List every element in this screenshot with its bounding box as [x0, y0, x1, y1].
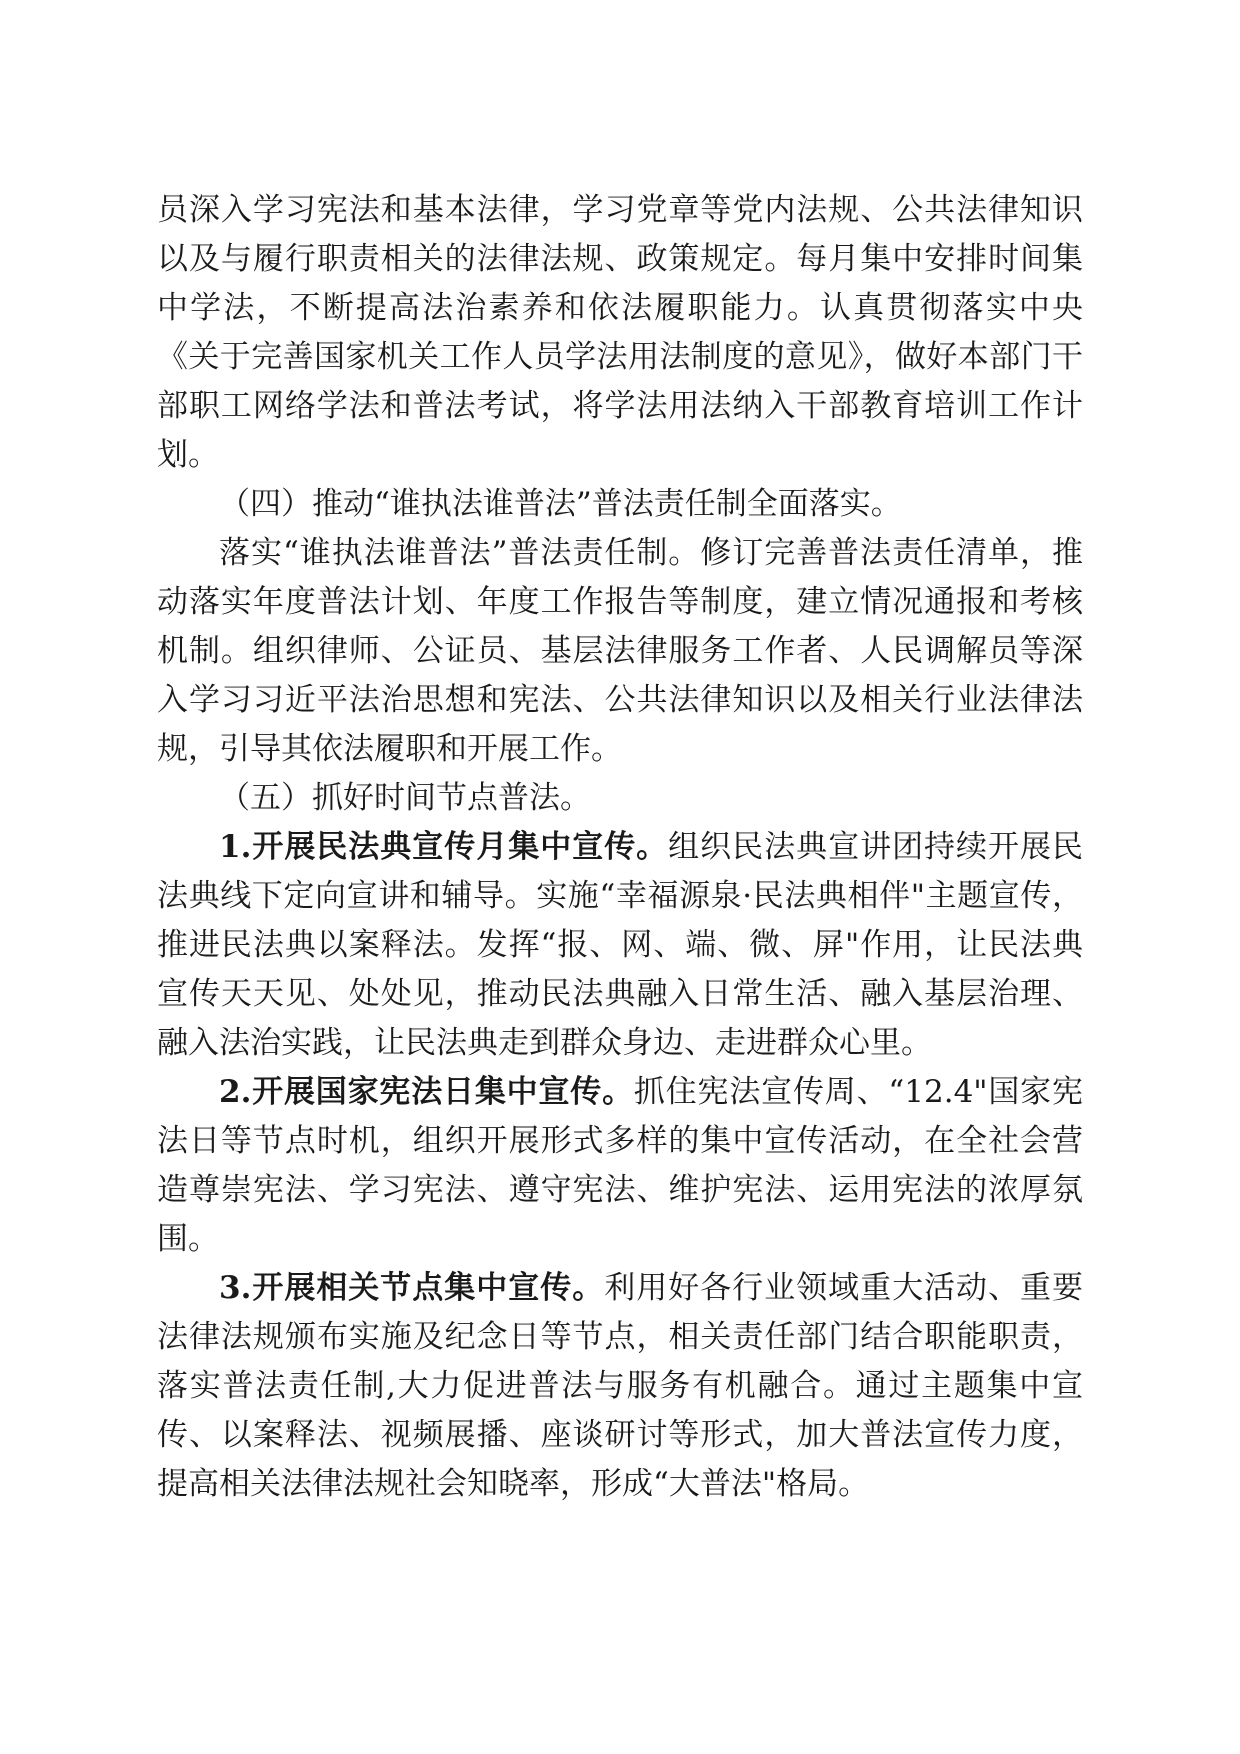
- document-body: [157, 186, 1083, 1509]
- section-5-heading: （五）抓好时间节点普法。: [219, 780, 591, 816]
- item-1-paragraph: [157, 823, 1083, 1068]
- item-2-body: 抓住宪法宣传周、“12.4"国家宪法日等节点时机，组织开展形式多样的集中宣传活动，在全社会营造尊崇宪法、学习宪法、遵守宪法、维护宪法、运用宪法的浓厚氛围。: [157, 1074, 1083, 1257]
- item-3-body: 利用好各行业领域重大活动、重要法律法规颁布实施及纪念日等节点，相关责任部门结合职能职责，落实普法责任制,大力促进普法与服务有机融合。通过主题集中宣传、以案释法、视频展播、座谈研讨等形式，加大普法宣传力度，提高相关法律法规社会知晓率，形成“大普法"格局。: [157, 1270, 1083, 1502]
- item-3-paragraph: [157, 1264, 1083, 1509]
- continuation-paragraph: 员深入学习宪法和基本法律，学习党章等党内法规、公共法律知识以及与履行职责相关的法律法规、政策规定。每月集中安排时间集中学法，不断提高法治素养和依法履职能力。认真贯彻落实中央《关于完善国家机关工作人员学法用法制度的意见》，做好本部门干部职工网络学法和普法考试，将学法用法纳入干部教育培训工作计划。: [157, 192, 1083, 473]
- item-1-body: 组织民法典宣讲团持续开展民法典线下定向宣讲和辅导。实施“幸福源泉·民法典相伴"主题宣传，推进民法典以案释法。发挥“报、网、端、微、屏"作用，让民法典宣传天天见、处处见，推动民法典融入日常生活、融入基层治理、融入法治实践，让民法典走到群众身边、走进群众心里。: [157, 829, 1083, 1061]
- item-1-lead: 1.开展民法典宣传月集中宣传。: [219, 829, 669, 865]
- item-2-paragraph: [157, 1068, 1083, 1264]
- section-4-heading: （四）推动“谁执法谁普法”普法责任制全面落实。: [219, 486, 902, 522]
- item-2-lead: 2.开展国家宪法日集中宣传。: [219, 1074, 634, 1110]
- section-4-paragraph: 落实“谁执法谁普法”普法责任制。修订完善普法责任清单，推动落实年度普法计划、年度工作报告等制度，建立情况通报和考核机制。组织律师、公证员、基层法律服务工作者、人民调解员等深入学习习近平法治思想和宪法、公共法律知识以及相关行业法律法规，引导其依法履职和开展工作。: [157, 535, 1083, 767]
- item-3-lead: 3.开展相关节点集中宣传。: [219, 1270, 605, 1306]
